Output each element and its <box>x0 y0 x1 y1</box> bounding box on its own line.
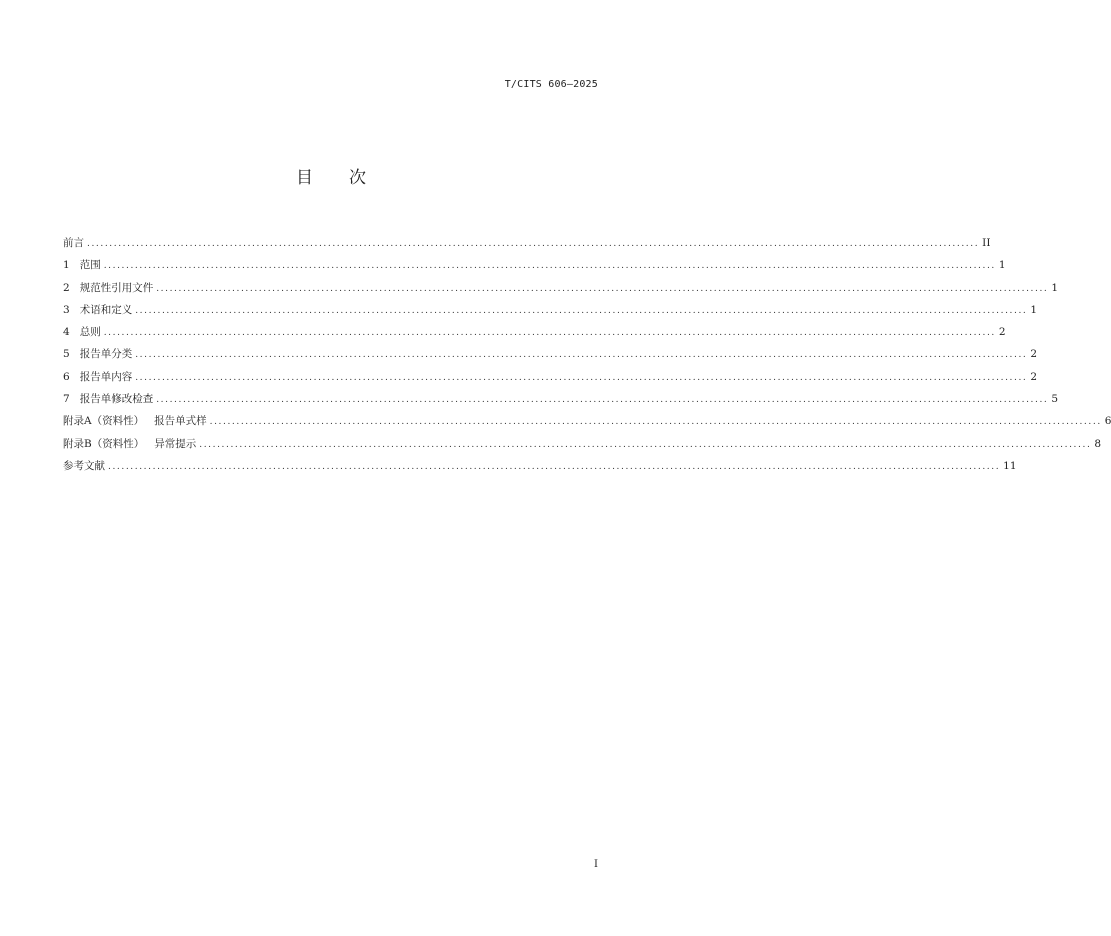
toc-entry-label: 前言 <box>63 237 84 249</box>
toc-entry-label: 附录B（资料性） 异常提示 <box>63 437 197 450</box>
toc-entry-page: 2 <box>1030 348 1038 361</box>
toc-entry-page: II <box>982 237 991 249</box>
document-code: T/CITS 606—2025 <box>504 79 598 90</box>
toc-entry-appendix-a[interactable] <box>63 412 1111 434</box>
toc-entry-label: 参考文献 <box>63 459 105 472</box>
toc-entry-page: 1 <box>1051 281 1059 294</box>
toc-leader-dots: ........................................................................................................................................................................................................ <box>209 417 1102 428</box>
toc-entry-terms-definitions[interactable] <box>63 301 1038 323</box>
toc-entry-report-revision-check[interactable] <box>63 390 1059 412</box>
toc-entry-label: 5 报告单分类 <box>63 348 133 361</box>
table-of-contents <box>63 234 1111 479</box>
page-number: I <box>594 859 598 870</box>
toc-entry-appendix-b[interactable] <box>63 435 1102 457</box>
toc-entry-scope[interactable] <box>63 256 1006 278</box>
toc-entry-page: 1 <box>998 259 1006 272</box>
toc-leader-dots: ........................................................................................................................................................................................................ <box>87 239 980 249</box>
toc-entry-bibliography[interactable] <box>63 457 1017 479</box>
toc-leader-dots: ........................................................................................................................................................................................................ <box>156 283 1049 294</box>
toc-entry-normative-references[interactable] <box>63 279 1059 301</box>
toc-leader-dots: ........................................................................................................................................................................................................ <box>108 461 1001 472</box>
toc-leader-dots: ........................................................................................................................................................................................................ <box>103 328 996 339</box>
toc-entry-label: 7 报告单修改检查 <box>63 393 154 406</box>
toc-entry-foreword[interactable] <box>63 234 991 256</box>
toc-leader-dots: ........................................................................................................................................................................................................ <box>135 350 1028 361</box>
toc-entry-label: 4 总则 <box>63 326 101 339</box>
toc-entry-page: 5 <box>1051 393 1059 406</box>
toc-entry-page: 6 <box>1104 415 1111 428</box>
page-title: 目次 <box>296 168 402 188</box>
toc-entry-label: 3 术语和定义 <box>63 303 133 316</box>
toc-entry-label: 附录A（资料性） 报告单式样 <box>63 415 207 428</box>
toc-leader-dots: ........................................................................................................................................................................................................ <box>199 439 1092 450</box>
toc-entry-page: 11 <box>1003 459 1017 472</box>
toc-entry-page: 8 <box>1094 437 1102 450</box>
toc-leader-dots: ........................................................................................................................................................................................................ <box>135 305 1028 316</box>
toc-entry-report-classification[interactable] <box>63 345 1038 367</box>
toc-leader-dots: ........................................................................................................................................................................................................ <box>103 261 996 272</box>
toc-leader-dots: ........................................................................................................................................................................................................ <box>156 395 1049 406</box>
toc-entry-report-content[interactable] <box>63 368 1038 390</box>
toc-entry-label: 1 范围 <box>63 259 101 272</box>
toc-entry-page: 2 <box>998 326 1006 339</box>
toc-entry-label: 6 报告单内容 <box>63 370 133 383</box>
toc-entry-general[interactable] <box>63 323 1006 345</box>
toc-leader-dots: ........................................................................................................................................................................................................ <box>135 372 1028 383</box>
toc-entry-page: 2 <box>1030 370 1038 383</box>
toc-entry-label: 2 规范性引用文件 <box>63 281 154 294</box>
toc-entry-page: 1 <box>1030 303 1038 316</box>
